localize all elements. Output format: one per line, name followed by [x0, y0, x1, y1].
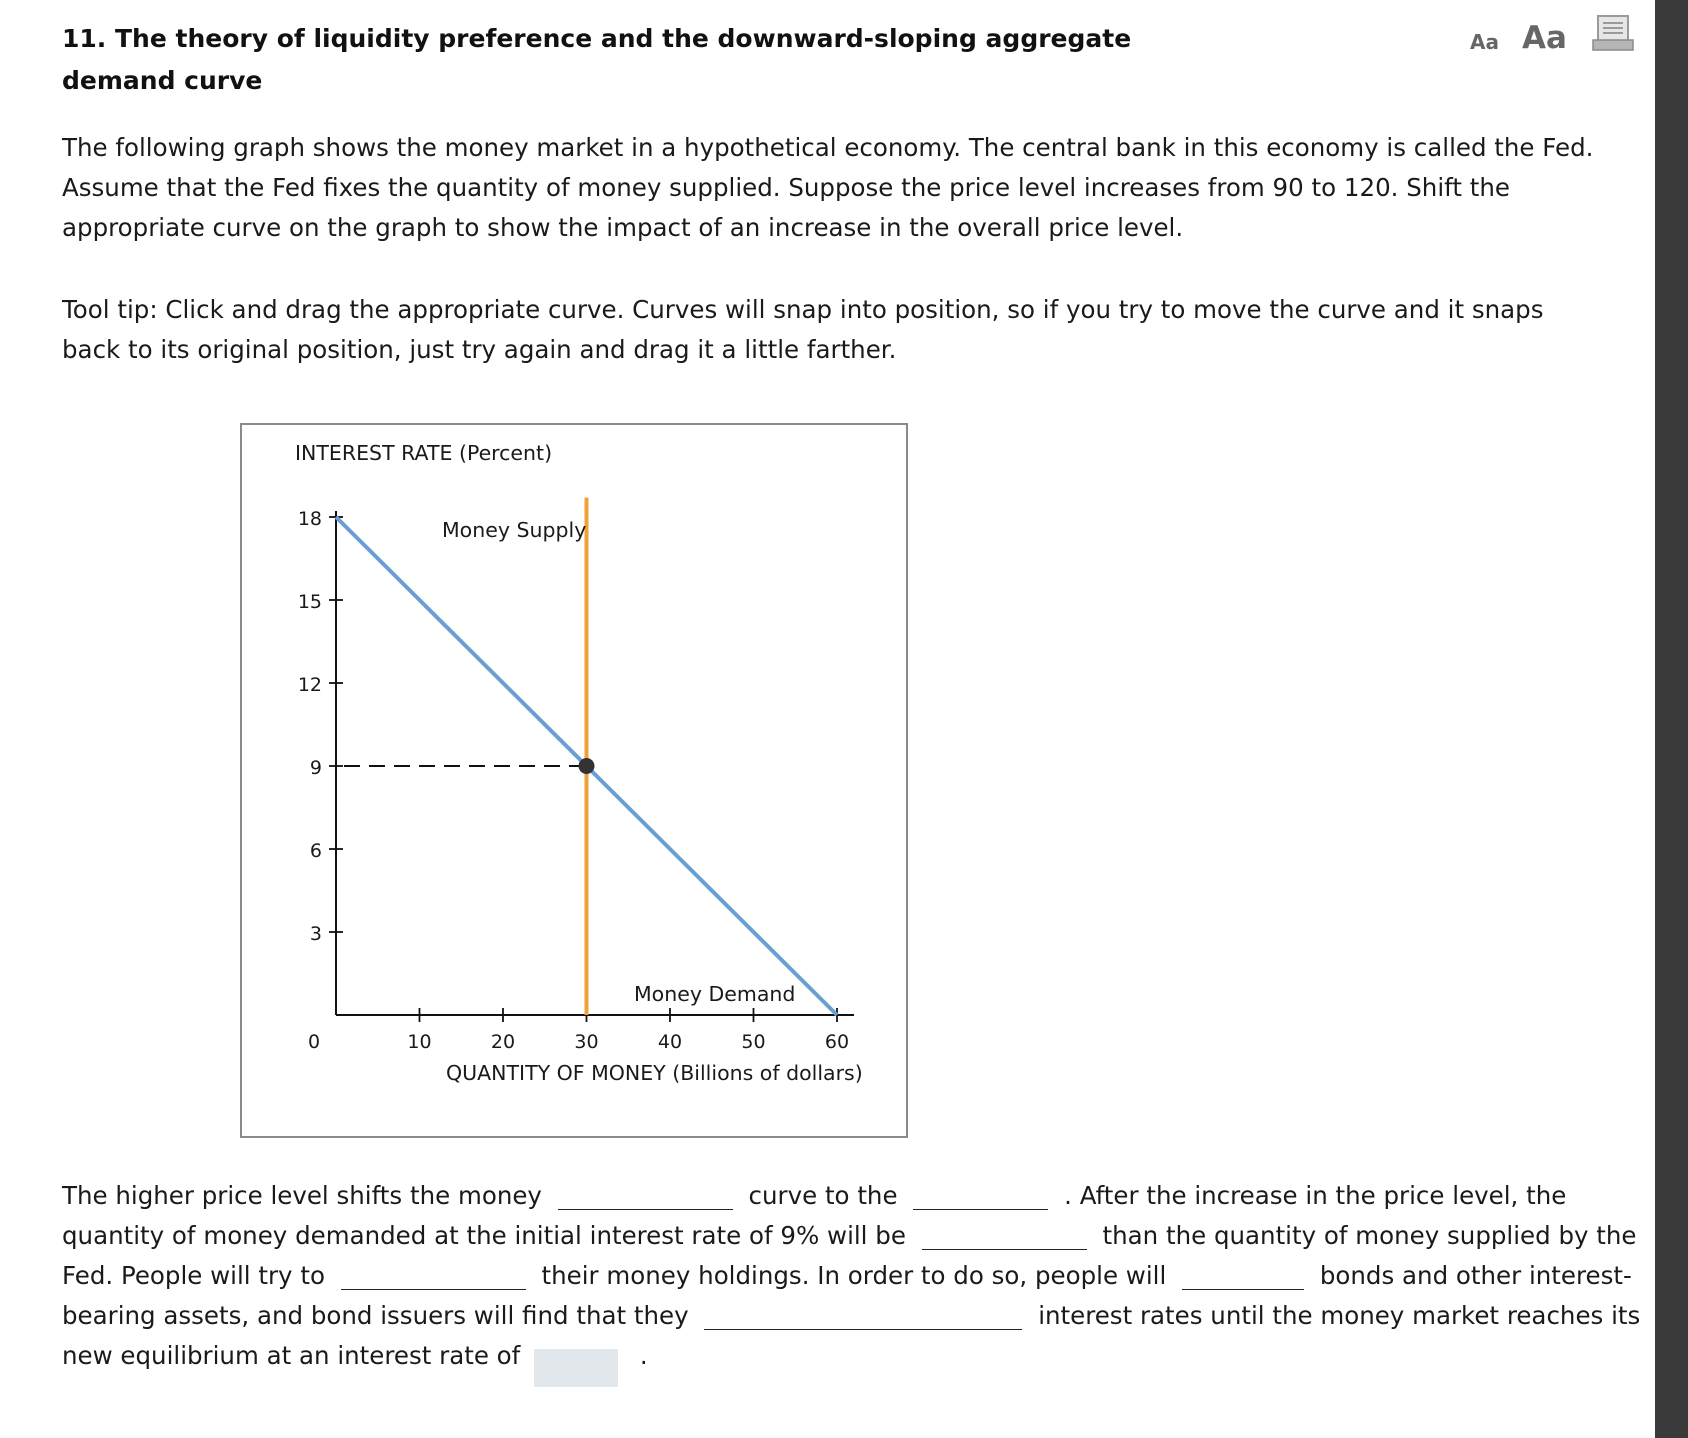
answer-text-8: . [639, 1341, 648, 1370]
direction-dropdown[interactable] [913, 1177, 1048, 1210]
x-tick-label: 20 [490, 1031, 516, 1053]
curve-dropdown[interactable] [558, 1177, 733, 1210]
money-holdings-dropdown[interactable] [341, 1257, 526, 1290]
origin-label: 0 [307, 1031, 321, 1053]
equilibrium-point [579, 758, 595, 774]
x-tick-label: 50 [741, 1031, 766, 1053]
answer-paragraph [62, 1176, 1642, 1387]
money-market-chart [242, 425, 906, 1136]
y-tick-label: 3 [309, 923, 322, 945]
answer-text-6: bonds and other interest-bearing assets, and bond issuers will find that they [62, 1261, 1632, 1330]
answer-text-2: curve to the [748, 1181, 898, 1210]
money-market-graph [240, 423, 908, 1138]
x-tick-label: 40 [657, 1031, 683, 1053]
y-tick-label: 12 [297, 674, 322, 696]
money-demand-label: Money Demand [634, 982, 796, 1006]
y-tick-label: 15 [297, 591, 322, 613]
answer-text-4: than the quantity of money supplied by the Fed. People will try to [62, 1221, 1637, 1290]
x-tick-label: 10 [407, 1031, 432, 1053]
answer-text-7: interest rates until the money market reaches its new equilibrium at an interest rate of [62, 1301, 1641, 1370]
answer-text-1: The higher price level shifts the money [62, 1181, 542, 1210]
question-title: 11. The theory of liquidity preference and the downward-sloping aggregate demand curve [62, 24, 1132, 95]
y-tick-label: 9 [309, 757, 322, 779]
tool-tip-paragraph: Tool tip: Click and drag the appropriate curve. Curves will snap into position, so if you try to move the curve and it snaps back to its original position, just try again and drag it a little farther. [62, 295, 1544, 364]
bonds-action-dropdown[interactable] [1182, 1257, 1304, 1290]
y-axis-title: INTEREST RATE (Percent) [295, 441, 553, 465]
interest-rate-action-dropdown[interactable] [704, 1297, 1022, 1330]
print-icon[interactable] [1592, 14, 1636, 58]
y-tick-label: 6 [309, 840, 322, 862]
increase-font-button[interactable]: Aa [1522, 20, 1567, 56]
x-tick-label: 60 [824, 1031, 850, 1053]
new-interest-rate-input[interactable] [534, 1349, 618, 1387]
x-axis-title: QUANTITY OF MONEY (Billions of dollars) [446, 1061, 863, 1085]
answer-text-5: their money holdings. In order to do so, people will [541, 1261, 1167, 1290]
y-tick-label: 18 [297, 508, 322, 530]
answer-text-3: . After the increase in the price level, the quantity of money demanded at the initial interest rate of 9% will be [62, 1181, 1567, 1250]
comparison-dropdown[interactable] [922, 1217, 1087, 1250]
question-paragraph: The following graph shows the money market in a hypothetical economy. The central bank in this economy is called the Fed. Assume that the Fed fixes the quantity of money supplied. Suppose the price level increases from 90 to 120. Shift the appropriate curve on the graph to show the impact of an increase in the overall price level. [62, 133, 1594, 242]
x-tick-label: 30 [574, 1031, 599, 1053]
money-supply-label: Money Supply [442, 518, 587, 542]
decrease-font-button[interactable]: Aa [1470, 30, 1499, 54]
